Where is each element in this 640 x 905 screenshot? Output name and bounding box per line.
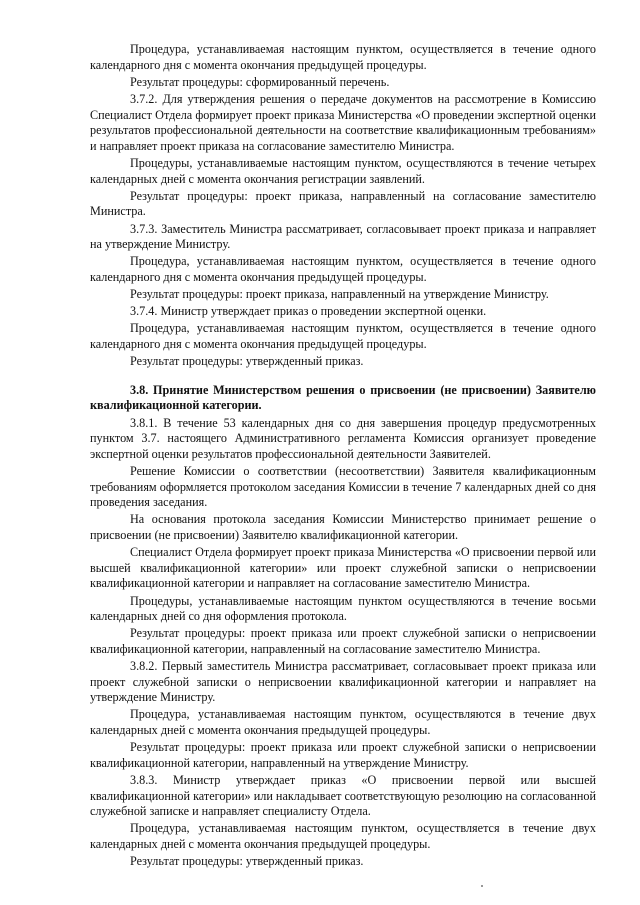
paragraph: Результат процедуры: сформированный перечень. xyxy=(130,74,390,89)
paragraph: Процедура, устанавливаемая настоящим пунктом, осуществляется в течение одного календарного дня с момента окончания предыдущей процедуры. xyxy=(90,254,596,284)
section-gap xyxy=(90,370,596,383)
paragraph: 3.7.2. Для утверждения решения о передаче документов на рассмотрение в Комиссию Специалист Отдела формирует проект приказа Министерства «О проведении экспертной оценки результатов профессиональной деятельности на соответствие квалификационным требованиям» и направляет проект приказа на согласование заместителю Министра. xyxy=(90,91,596,153)
paragraph: Процедуры, устанавливаемые настоящим пунктом осуществляются в течение восьми календарных дней со дня оформления протокола. xyxy=(90,593,596,624)
paragraph: Результат процедуры: утвержденный приказ. xyxy=(130,854,364,869)
paragraph: Результат процедуры: утвержденный приказ. xyxy=(130,354,364,369)
paragraph: 3.8.3. Министр утверждает приказ «О присвоении первой или высшей квалификационной категории» или накладывает соответствующую резолюцию на согласованной служебной записке и направляет специалисту Отдела. xyxy=(90,773,596,819)
paragraph: Результат процедуры: проект приказа, направленный на согласование заместителю Министра. xyxy=(90,188,596,219)
paragraph: На основания протокола заседания Комиссии Министерство принимает решение о присвоении (не присвоении) Заявителю квалификационной категории. xyxy=(90,512,596,542)
paragraph: Результат процедуры: проект приказа или проект служебной записки о неприсвоении квалификационной категории, направленный на согласование заместителю Министра. xyxy=(90,626,596,656)
paragraph: 3.8.1. В течение 53 календарных дня со дня завершения процедур предусмотренных пунктом 3.7. настоящего Административного регламента Комиссия организует проведение экспертной оценки результатов профессиональной деятельности Заявителей. xyxy=(90,415,596,461)
paragraph: Специалист Отдела формирует проект приказа Министерства «О присвоении первой или высшей квалификационной категории» или проект служебной записки о неприсвоении квалификационной категории и направляет на согласование заместителю Министра. xyxy=(90,545,596,591)
paragraph: 3.8.2. Первый заместитель Министра рассматривает, согласовывает проект приказа или проект служебной записки о неприсвоении квалификационной категории и направляет на утверждение Министру. xyxy=(90,659,596,705)
paragraph: Процедура, устанавливаемая настоящим пунктом, осуществляется в течение одного календарного дня с момента окончания предыдущей процедуры. xyxy=(90,42,596,72)
section-heading: 3.8. Принятие Министерством решения о присвоении (не присвоении) Заявителю квалификационной категории. xyxy=(90,382,596,413)
paragraph: Процедура, устанавливаемая настоящим пунктом, осуществляется в течение двух календарных дней с момента окончания предыдущей процедуры. xyxy=(90,821,596,851)
scan-speck xyxy=(481,885,483,887)
paragraph: 3.7.4. Министр утверждает приказ о проведении экспертной оценки. xyxy=(130,304,487,319)
paragraph: Процедура, устанавливаемая настоящим пунктом, осуществляется в течение одного календарного дня с момента окончания предыдущей процедуры. xyxy=(90,321,596,352)
paragraph: Результат процедуры: проект приказа или проект служебной записки о неприсвоении квалификационной категории, направленный на утверждение Министру. xyxy=(90,740,596,770)
paragraph: 3.7.3. Заместитель Министра рассматривает, согласовывает проект приказа и направляет на утверждение Министру. xyxy=(90,221,596,252)
paragraph: Результат процедуры: проект приказа, направленный на утверждение Министру. xyxy=(130,287,549,302)
paragraph: Процедура, устанавливаемая настоящим пунктом, осуществляются в течение двух календарных дней с момента окончания предыдущей процедуры. xyxy=(90,707,596,738)
paragraph: Решение Комиссии о соответствии (несоответствии) Заявителя квалификационным требованиям оформляется протоколом заседания Комиссии в течение 7 календарных дней со дня проведения заседания. xyxy=(90,463,596,510)
paragraph: Процедуры, устанавливаемые настоящим пунктом, осуществляются в течение четырех календарных дней с момента окончания регистрации заявлений. xyxy=(90,155,596,186)
